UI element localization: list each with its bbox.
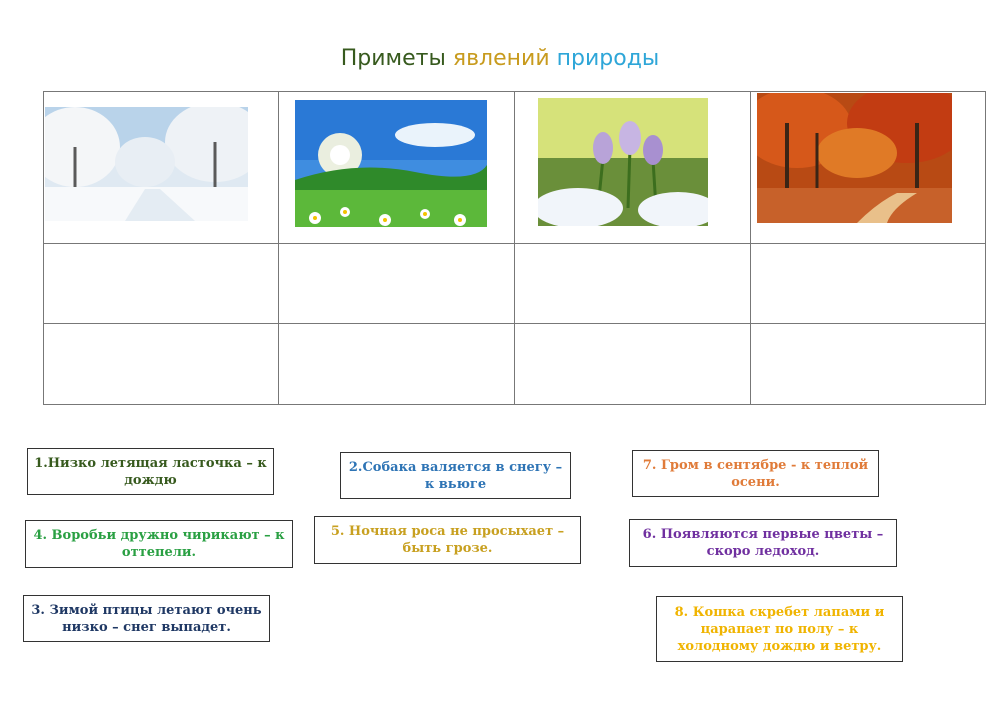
spring-photo bbox=[538, 98, 708, 226]
cell-summer-photo bbox=[279, 92, 515, 244]
drop-cell[interactable] bbox=[44, 324, 279, 405]
card-4[interactable] bbox=[25, 520, 293, 568]
title-word-1: Приметы bbox=[340, 46, 446, 71]
title-word-2: явлений bbox=[452, 46, 550, 71]
drop-cell[interactable] bbox=[750, 244, 985, 324]
seasons-table bbox=[43, 91, 986, 405]
card-2-text: 2.Собака валяется в снегу – к вьюге bbox=[348, 459, 563, 492]
cell-spring-photo bbox=[515, 92, 750, 244]
drop-cell[interactable] bbox=[279, 324, 515, 405]
drop-cell[interactable] bbox=[515, 324, 750, 405]
card-1[interactable] bbox=[27, 448, 274, 495]
card-8[interactable] bbox=[656, 596, 903, 662]
cell-autumn-photo bbox=[750, 92, 985, 244]
card-3[interactable] bbox=[23, 595, 270, 642]
card-7[interactable] bbox=[632, 450, 879, 497]
cell-winter-photo bbox=[44, 92, 279, 244]
drop-cell[interactable] bbox=[515, 244, 750, 324]
summer-photo bbox=[295, 100, 487, 227]
title-word-3: природы bbox=[556, 46, 660, 71]
winter-photo bbox=[45, 107, 248, 221]
card-1-text: 1.Низко летящая ласточка – к дождю bbox=[34, 455, 267, 488]
drop-cell[interactable] bbox=[750, 324, 985, 405]
card-5-text: 5. Ночная роса не просыхает – быть грозе. bbox=[330, 524, 565, 556]
card-7-text: 7. Гром в сентябре - к теплой осени. bbox=[642, 457, 869, 490]
drop-cell[interactable] bbox=[44, 244, 279, 324]
card-2[interactable] bbox=[340, 452, 571, 499]
card-8-text: 8. Кошка скребет лапами и царапает по полу – к холодному дождю и ветру. bbox=[674, 604, 885, 654]
card-6-text: 6. Появляются первые цветы – скоро ледоход. bbox=[642, 527, 884, 559]
card-3-text: 3. Зимой птицы летают очень низко – снег выпадет. bbox=[31, 602, 262, 635]
autumn-photo bbox=[757, 93, 952, 223]
drop-cell[interactable] bbox=[279, 244, 515, 324]
card-4-text: 4. Воробьи дружно чирикают – к оттепели. bbox=[33, 528, 285, 560]
card-6[interactable] bbox=[629, 519, 897, 567]
page-title bbox=[0, 46, 1000, 71]
card-5[interactable] bbox=[314, 516, 581, 564]
